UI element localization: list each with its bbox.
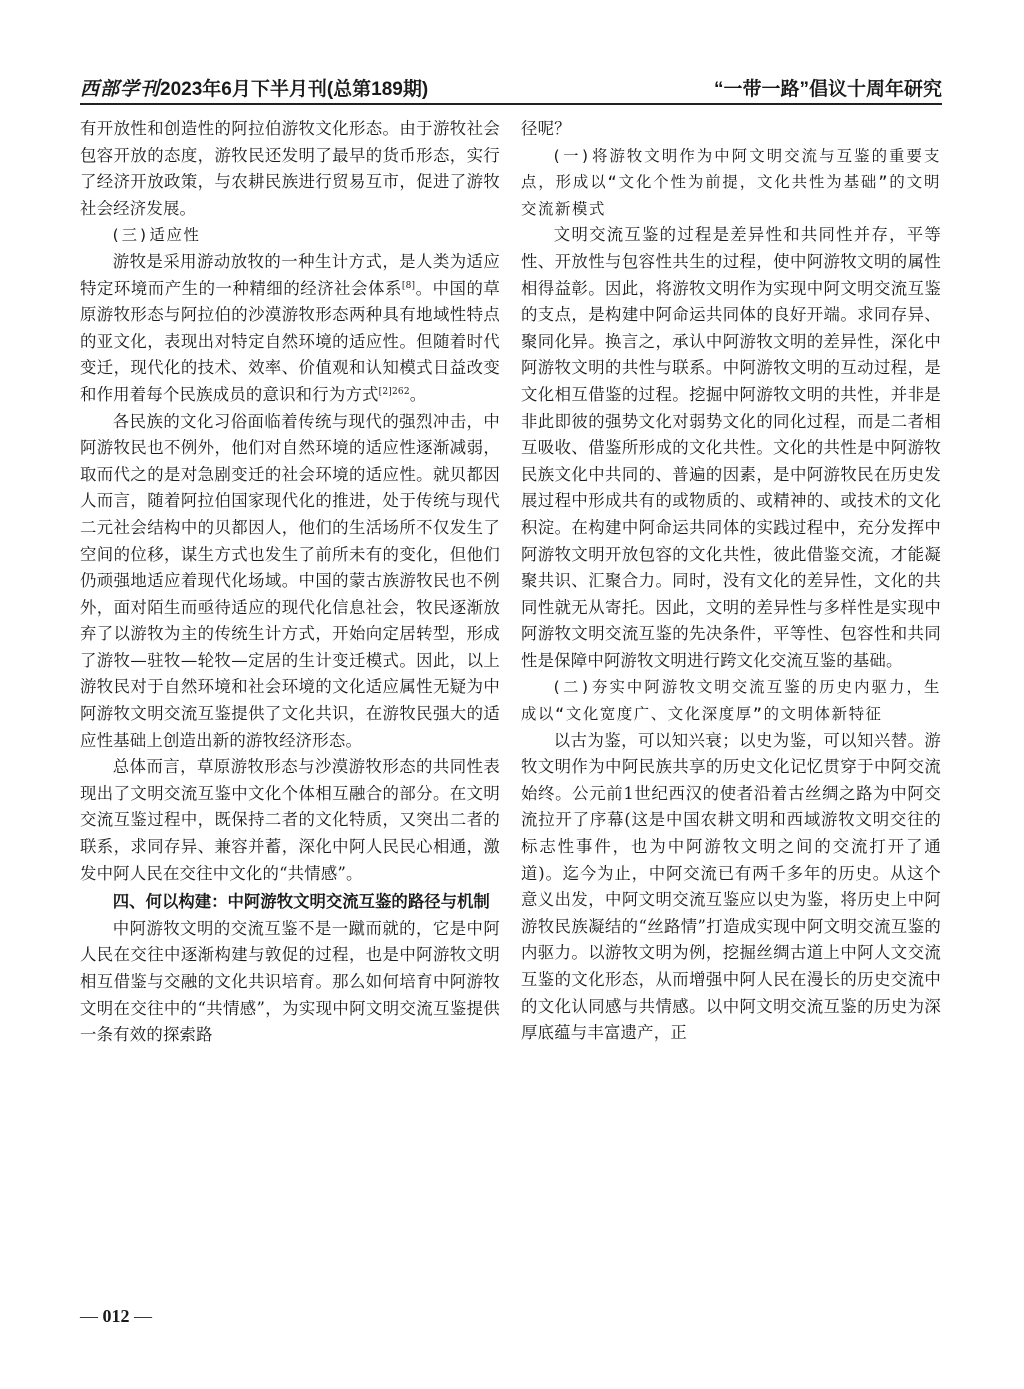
citation: [2]262 (378, 386, 410, 397)
paragraph: 中阿游牧文明的交流互鉴不是一蹴而就的，它是中阿人民在交往中逐渐构建与敦促的过程，也是中阿游牧文明相互借鉴与交融的文化共识培育。那么如何培育中阿游牧文明在交往中的“共情感”，为实现中阿文明交流互鉴提供一条有效的探索路 (80, 918, 500, 1045)
paragraph: 径呢？ (521, 119, 571, 138)
citation: [8] (401, 280, 416, 291)
left-column (80, 116, 500, 1049)
paragraph: 以古为鉴，可以知兴衰；以史为鉴，可以知兴替。游牧文明作为中阿民族共享的历史文化记忆贯穿于中阿交流始终。公元前1世纪西汉的使者沿着古丝绸之路为中阿交流拉开了序幕(这是中国农耕文明和西域游牧文明交往的标志性事件，也为中阿游牧文明之间的交流打开了通道)。迄今为止，中阿交流已有两千多年的历史。从这个意义出发，中阿文明交流互鉴应以史为鉴，将历史上中阿游牧民族凝结的“丝路情”打造成实现中阿文明交流互鉴的内驱力。以游牧文明为例，挖掘丝绸古道上中阿人文交流互鉴的文化形态，从而增强中阿人民在漫长的历史交流中的文化认同感与共情感。以中阿文明交流互鉴的历史为深厚底蕴与丰富遗产，正 (521, 730, 941, 1043)
section-title: “一带一路”倡议十周年研究 (713, 79, 942, 100)
issue-info: 2023年6月下半月刊(总第189期) (160, 79, 429, 100)
subsection-heading: (三)适应性 (110, 226, 201, 245)
section-heading: 四、何以构建：中阿游牧文明交流互鉴的路径与机制 (112, 892, 490, 912)
paragraph: 各民族的文化习俗面临着传统与现代的强烈冲击，中阿游牧民也不例外，他们对自然环境的适应性逐渐减弱，取而代之的是对急剧变迁的社会环境的适应性。就贝都因人而言，随着阿拉伯国家现代化的推进，处于传统与现代二元社会结构中的贝都因人，他们的生活场所不仅发生了空间的位移，谋生方式也发生了前所未有的变化，但他们仍顽强地适应着现代化场域。中国的蒙古族游牧民也不例外，面对陌生而亟待适应的现代化信息社会，牧民逐渐放弃了以游牧为主的传统生计方式，开始向定居转型，形成了游牧—驻牧—轮牧—定居的生计变迁模式。因此，以上游牧民对于自然环境和社会环境的文化适应属性无疑为中阿游牧文明交流互鉴提供了文化共识，在游牧民强大的适应性基础上创造出新的游牧经济形态。 (80, 411, 500, 750)
paragraph: 总体而言，草原游牧形态与沙漠游牧形态的共同性表现出了文明交流互鉴中文化个体相互融合的部分。在文明交流互鉴过程中，既保持二者的文化特质，又突出二者的联系，求同存异、兼容并蓄，深化中阿人民民心相通，激发中阿人民在交往中文化的“共情感”。 (80, 757, 500, 883)
paragraph: 有开放性和创造性的阿拉伯游牧文化形态。由于游牧社会包容开放的态度，游牧民还发明了最早的货币形态，实行了经济开放政策，与农耕民族进行贸易互市，促进了游牧社会经济发展。 (80, 119, 500, 218)
header-divider (80, 103, 942, 105)
journal-logo: 西部学刊 (80, 78, 161, 100)
right-column (521, 116, 941, 1047)
paragraph: 文明交流互鉴的过程是差异性和共同性并存，平等性、开放性与包容性共生的过程，使中阿游牧文明的属性相得益彰。因此，将游牧文明作为实现中阿文明交流互鉴的支点，是构建中阿命运共同体的良好开端。求同存异、聚同化异。换言之，承认中阿游牧文明的差异性，深化中阿游牧文明的共性与联系。中阿游牧文明的互动过程，是文化相互借鉴的过程。挖掘中阿游牧文明的共性，并非是非此即彼的强势文化对弱势文化的同化过程，而是二者相互吸收、借鉴所形成的文化共性。文化的共性是中阿游牧民族文化中共同的、普遍的因素，是中阿游牧民在历史发展过程中形成共有的或物质的、或精神的、或技术的文化积淀。在构建中阿命运共同体的实践过程中，充分发挥中阿游牧文明开放包容的文化共性，彼此借鉴交流，才能凝聚共识、汇聚合力。同时，没有文化的差异性，文化的共同性就无从寄托。因此，文明的差异性与多样性是实现中阿游牧文明交流互鉴的先决条件，平等性、包容性和共同性是保障中阿游牧文明进行跨文化交流互鉴的基础。 (521, 225, 941, 670)
page-footer: — 012 — (80, 1306, 152, 1326)
page-header (80, 70, 942, 98)
header-journal-info (80, 74, 428, 101)
page-number: 012 (102, 1306, 130, 1326)
subsection-heading: (一)将游牧文明作为中阿文明交流与互鉴的重要支点，形成以“文化个性为前提，文化共性为基础”的文明交流新模式 (521, 146, 941, 218)
subsection-heading: (二)夯实中阿游牧文明交流互鉴的历史内驱力，生成以“文化宽度广、文化深度厚”的文明体新特征 (521, 678, 941, 724)
paragraph: 游牧是采用游动放牧的一种生计方式，是人类为适应特定环境而产生的一种精细的经济社会体系[8]。中国的草原游牧形态与阿拉伯的沙漠游牧形态两种具有地域性特点的亚文化，表现出对特定自然环境的适应性。但随着时代变迁，现代化的技术、效率、价值观和认知模式日益改变和作用着每个民族成员的意识和行为方式$^{[2]262}$。 (80, 251, 500, 404)
